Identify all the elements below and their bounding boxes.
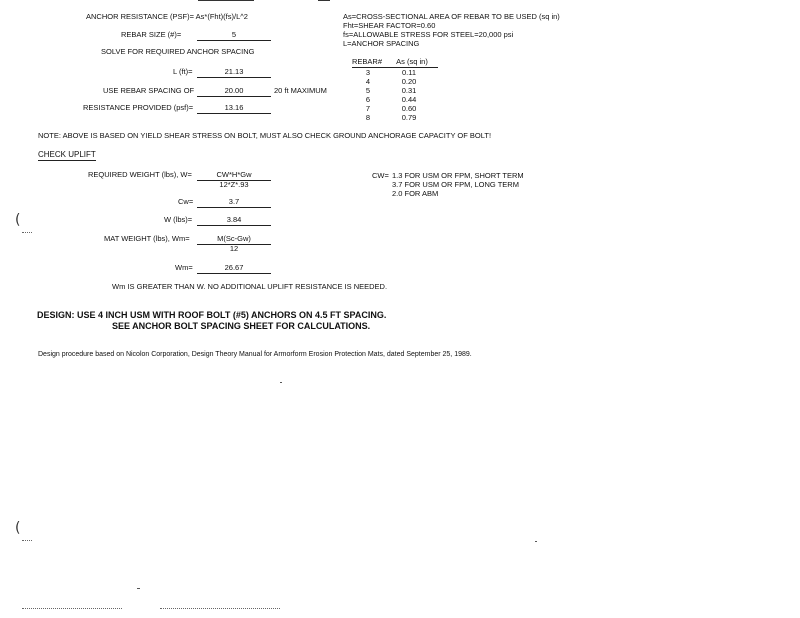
table-row-area: 0.31 (401, 86, 417, 95)
table-row-rebar: 7 (365, 104, 371, 113)
scan-artifact-bottom-line (22, 608, 122, 609)
table-row-rebar: 3 (365, 68, 371, 77)
resistance-provided-label: RESISTANCE PROVIDED (psf)= (83, 103, 194, 112)
w-label: W (lbs)= (164, 215, 193, 224)
table-row-area: 0.79 (401, 113, 417, 122)
mat-weight-label: MAT WEIGHT (lbs), Wm= (104, 234, 190, 243)
cw-option-abm: 2.0 FOR ABM (392, 189, 439, 198)
max-spacing-note: 20 ft MAXIMUM (274, 86, 327, 95)
design-procedure-footnote: Design procedure based on Nicolon Corporation, Design Theory Manual for Armorform Erosion Protection Mats, dated September 25, 1989. (38, 351, 472, 358)
rebar-table-header-area: As (sq in) (386, 58, 438, 68)
check-uplift-heading: CHECK UPLIFT (38, 150, 96, 159)
rebar-size-label: REBAR SIZE (#)= (121, 30, 182, 39)
cw-options-label: CW= (372, 171, 389, 180)
design-line-1: DESIGN: USE 4 INCH USM WITH ROOF BOLT (#5) ANCHORS ON 4.5 FT SPACING. (37, 310, 387, 320)
definition-l: L=ANCHOR SPACING (343, 39, 420, 48)
rebar-size-value: 5 (197, 31, 271, 41)
w-value: 3.84 (197, 216, 271, 226)
cw-option-long-term: 3.7 FOR USM OR FPM, LONG TERM (392, 180, 519, 189)
table-row-rebar: 6 (365, 95, 371, 104)
solve-spacing-label: SOLVE FOR REQUIRED ANCHOR SPACING (101, 47, 255, 56)
uplift-conclusion: Wm IS GREATER THAN W. NO ADDITIONAL UPLIFT RESISTANCE IS NEEDED. (112, 282, 388, 291)
definition-fs: fs=ALLOWABLE STRESS FOR STEEL=20,000 psi (343, 30, 514, 39)
definition-fht: Fht=SHEAR FACTOR=0.60 (343, 21, 436, 30)
cw-label: Cw= (178, 197, 194, 206)
table-row-area: 0.44 (401, 95, 417, 104)
scan-artifact-bracket: ( (15, 212, 21, 228)
table-row-rebar: 4 (365, 77, 371, 86)
anchor-resistance-formula: ANCHOR RESISTANCE (PSF)= As*(Fht)(fs)/L^2 (86, 12, 248, 21)
use-spacing-label: USE REBAR SPACING OF (103, 86, 195, 95)
top-clipped-line (198, 0, 254, 1)
required-weight-numerator: CW*H*Gw (197, 171, 271, 181)
cw-value: 3.7 (197, 198, 271, 208)
mat-weight-denominator: 12 (229, 244, 239, 253)
scan-artifact-bottom-line (160, 608, 280, 609)
scan-artifact-dot (535, 541, 537, 542)
scan-artifact-dot (280, 382, 282, 383)
yield-stress-note: NOTE: ABOVE IS BASED ON YIELD SHEAR STRESS ON BOLT, MUST ALSO CHECK GROUND ANCHORAGE CAPACITY OF BOLT! (38, 131, 492, 140)
l-label: L (ft)= (173, 67, 193, 76)
wm-value: 26.67 (197, 264, 271, 274)
resistance-provided-value: 13.16 (197, 104, 271, 114)
l-value: 21.13 (197, 68, 271, 78)
use-spacing-value: 20.00 (197, 87, 271, 97)
table-row-area: 0.11 (401, 68, 417, 77)
wm-label: Wm= (175, 263, 193, 272)
scan-artifact-dash (22, 540, 32, 541)
required-weight-denominator: 12*Z*.93 (219, 180, 249, 189)
rebar-table-header-rebar: REBAR# (352, 58, 386, 68)
cw-option-short-term: 1.3 FOR USM OR FPM, SHORT TERM (392, 171, 524, 180)
scan-artifact-dot (137, 588, 140, 589)
design-line-2: SEE ANCHOR BOLT SPACING SHEET FOR CALCULATIONS. (112, 321, 371, 331)
mat-weight-numerator: M(Sc-Gw) (197, 235, 271, 245)
scan-artifact-bracket: ( (15, 520, 21, 536)
table-row-rebar: 5 (365, 86, 371, 95)
table-row-area: 0.20 (401, 77, 417, 86)
top-clipped-mark (318, 0, 330, 1)
table-row-rebar: 8 (365, 113, 371, 122)
scan-artifact-dash (22, 232, 32, 233)
table-row-area: 0.60 (401, 104, 417, 113)
definition-as: As=CROSS-SECTIONAL AREA OF REBAR TO BE USED (sq in) (343, 12, 560, 21)
required-weight-label: REQUIRED WEIGHT (lbs), W= (88, 170, 192, 179)
